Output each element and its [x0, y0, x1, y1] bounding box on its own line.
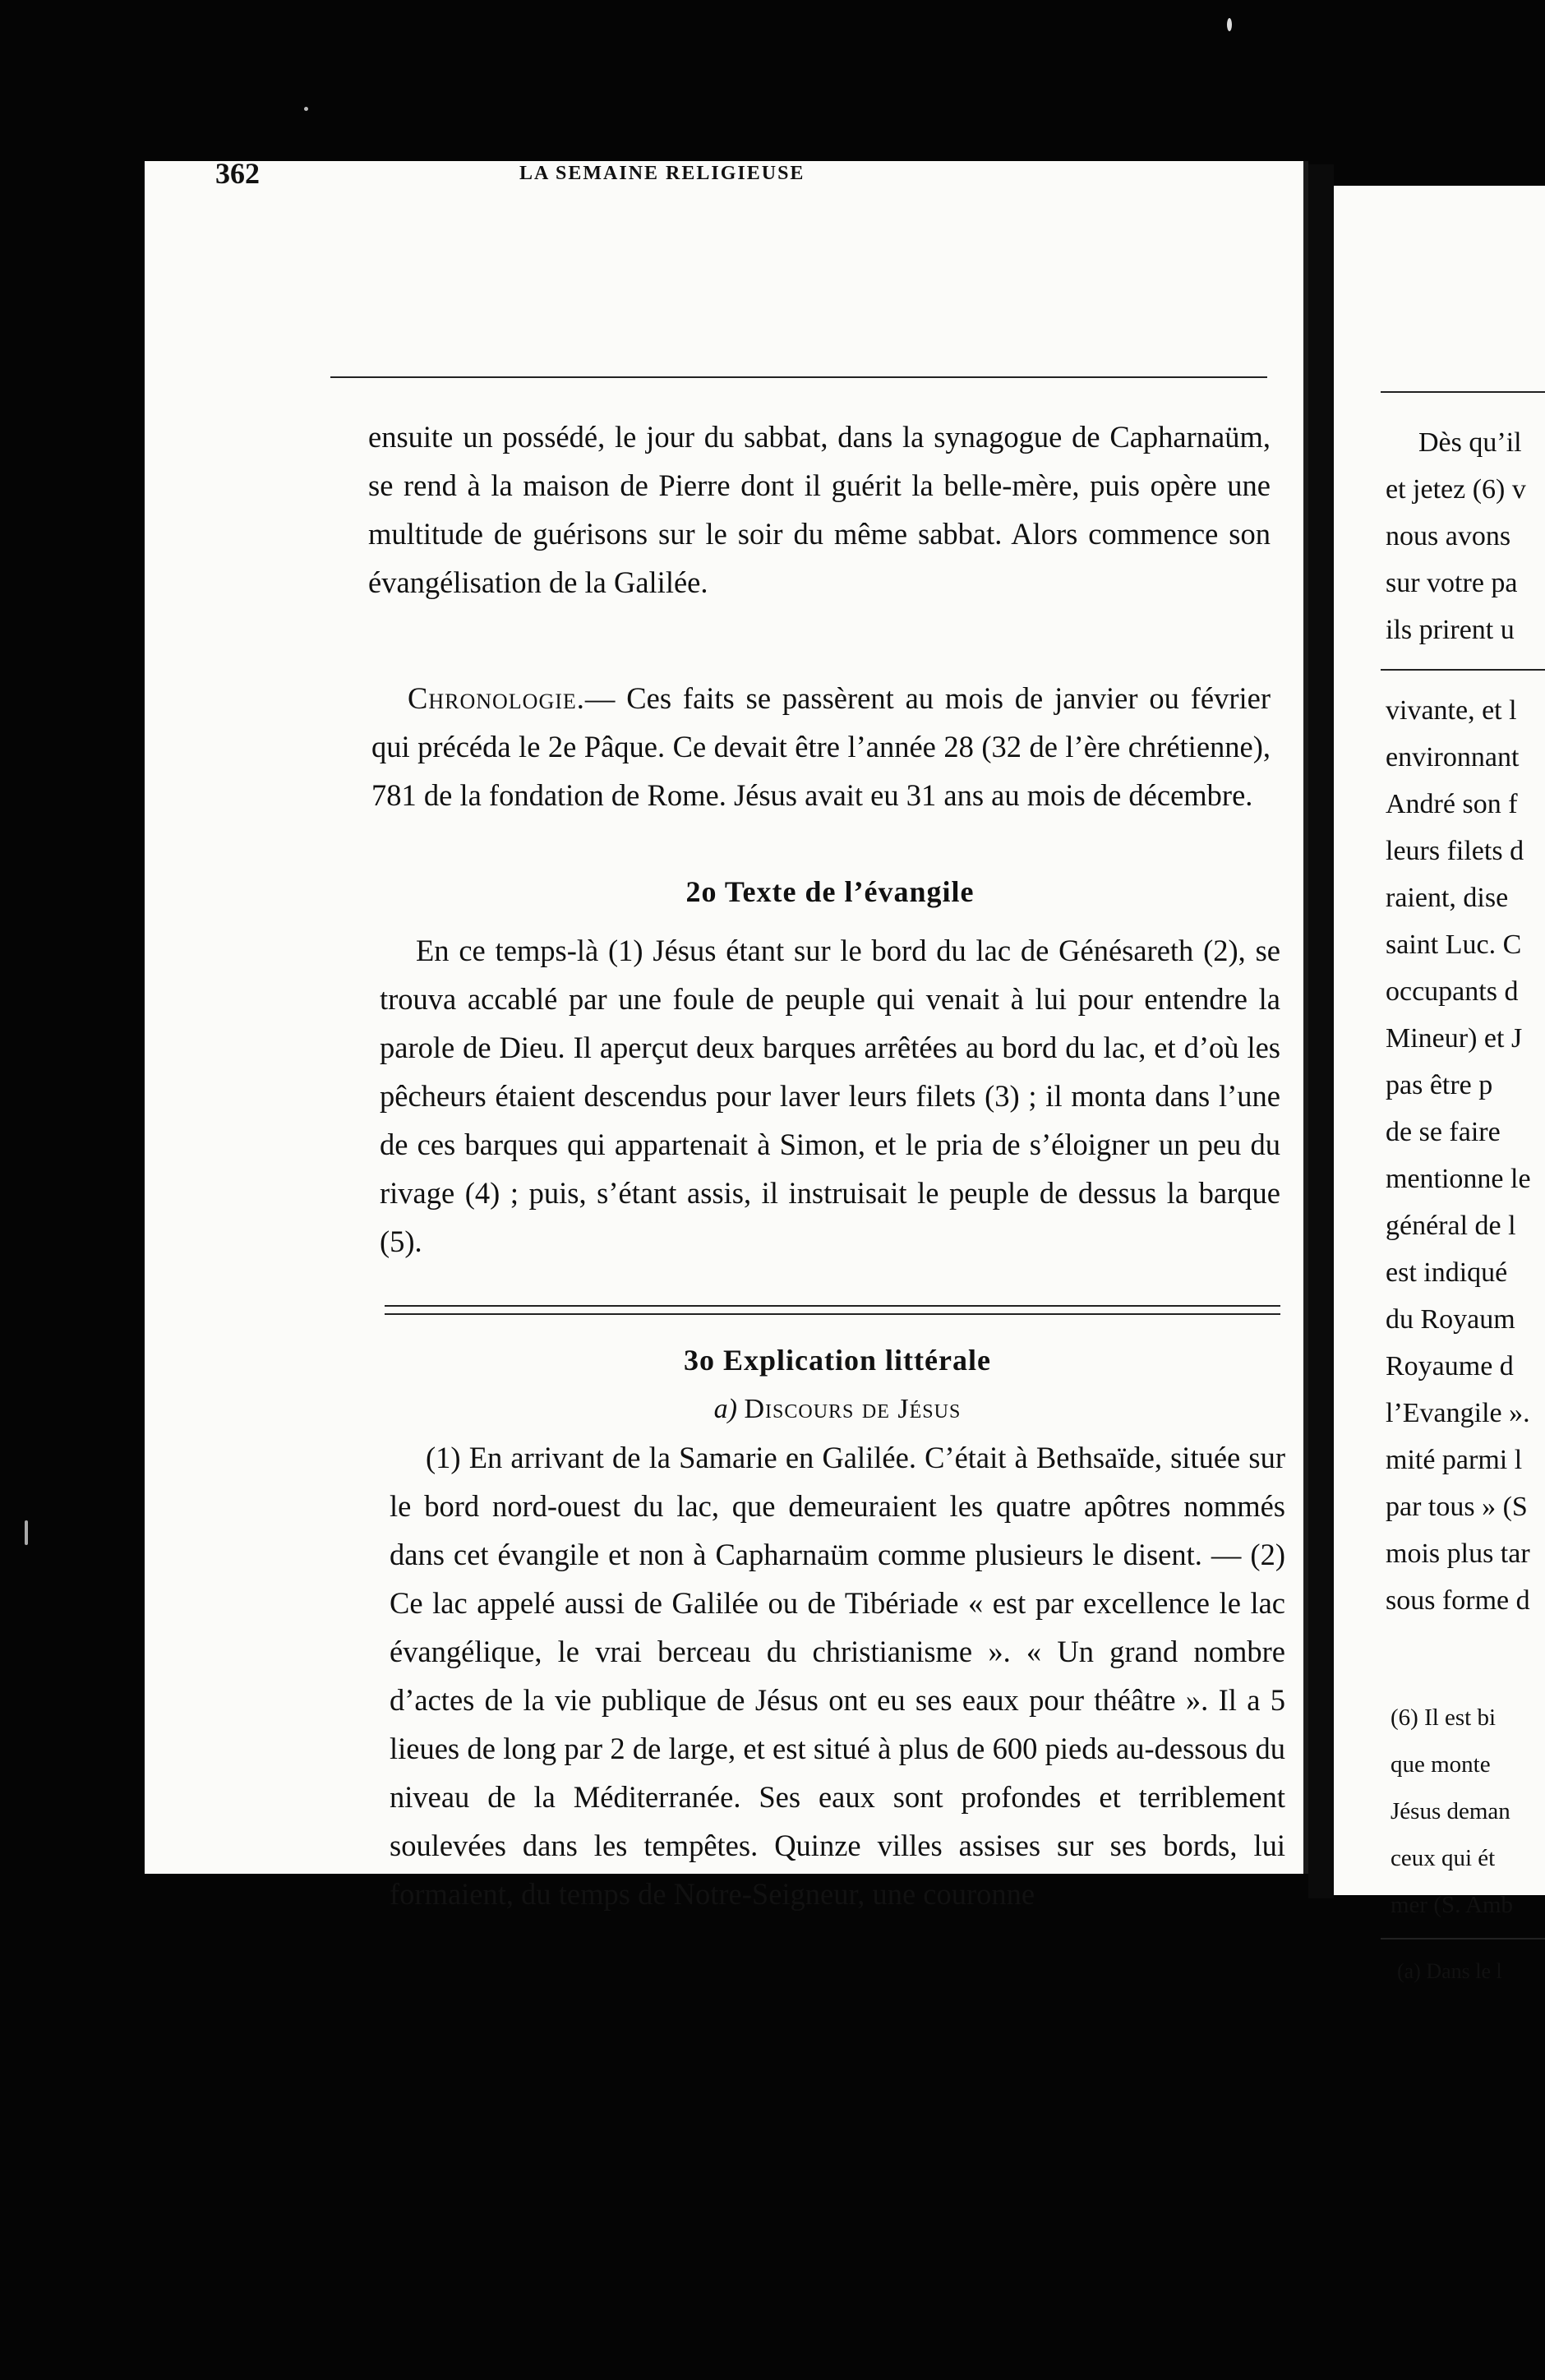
right-line: mentionne le [1386, 1164, 1531, 1194]
right-block-1 [1386, 419, 1526, 653]
subsection-heading [390, 1385, 1285, 1433]
right-line: mité parmi l [1386, 1445, 1523, 1475]
section-rule-bottom [385, 1313, 1280, 1315]
right-line: nous avons [1386, 521, 1511, 551]
right-line: par tous » (S [1386, 1492, 1528, 1522]
right-block-3 [1390, 1695, 1513, 1929]
right-line: l’Evangile ». [1386, 1398, 1530, 1428]
scan-speck [25, 1520, 28, 1545]
section2-block [380, 868, 1280, 1266]
right-line: Dès qu’il [1418, 427, 1522, 458]
right-line: environnant [1386, 742, 1520, 773]
chronology-paragraph [371, 674, 1271, 819]
right-line: mois plus tar [1386, 1538, 1530, 1569]
chronology-text: — Ces faits se passèrent au mois de janvier ou février qui précéda le 2e Pâque. Ce devait être l’année 28 (32 de l’ère chrétienne), 781 de la fondation de Rome. Jésus avait eu 31 ans au mois de décembre. [371, 681, 1271, 812]
right-line: du Royaum [1386, 1304, 1515, 1335]
header-rule [330, 376, 1267, 378]
right-line: Jésus deman [1390, 1798, 1510, 1824]
chronology-label: Chronologie. [408, 681, 585, 715]
right-line: pas être p [1386, 1070, 1493, 1100]
right-line: et jetez (6) v [1386, 474, 1526, 505]
right-line: raient, dise [1386, 883, 1509, 913]
right-line: Royaume d [1386, 1351, 1514, 1381]
subsection-title: Discours de Jésus [744, 1394, 962, 1424]
right-line: mer (S. Amb [1390, 1892, 1514, 1918]
scan-speck [1227, 18, 1232, 31]
right-line: général de l [1386, 1211, 1516, 1241]
right-section-rule [1381, 669, 1545, 671]
right-line: leurs filets d [1386, 836, 1524, 866]
right-line: sur votre pa [1386, 568, 1518, 598]
right-line: sous forme d [1386, 1585, 1530, 1616]
section3-paragraph: (1) En arrivant de la Samarie en Galilée. C’était à Bethsaïde, située sur le bord nord-ouest du lac, que demeuraient les quatre apôtres nommés dans cet évangile et non à Capharnaüm comme plusieurs le disent. — (2) Ce lac appelé aussi de Galilée ou de Tibériade « est par excellence le lac évangélique, le vrai berceau du christianisme ». « Un grand nombre d’actes de la vie publique de Jésus ont eu ses eaux pour théâtre ». Il a 5 lieues de long par 2 de large, et est situé à plus de 600 pieds au-dessous du niveau de la Méditerranée. Ses eaux sont profondes et terriblement soulevées dans les tempêtes. Quinze villes assises sur ses bords, lui formaient, du temps de Notre-Seigneur, une couronne [390, 1441, 1285, 1911]
right-line: saint Luc. C [1386, 929, 1522, 960]
section2-heading: 2o Texte de l’évangile [685, 875, 975, 908]
section-rule-top [385, 1305, 1280, 1307]
right-line: est indiqué [1386, 1257, 1508, 1288]
right-line: André son f [1386, 789, 1518, 819]
right-line: vivante, et l [1386, 695, 1517, 726]
section3-block [390, 1336, 1285, 1918]
right-line: occupants d [1386, 976, 1519, 1007]
running-title: LA SEMAINE RELIGIEUSE [519, 163, 805, 184]
right-header-rule [1381, 391, 1545, 393]
right-block-2 [1386, 687, 1531, 1624]
section2-paragraph: En ce temps-là (1) Jésus étant sur le bord du lac de Génésareth (2), se trouva accablé par une foule de peuple qui venait à lui pour entendre la parole de Dieu. Il aperçut deux barques arrêtées au bord du lac, et d’où les pêcheurs étaient descendus pour laver leurs filets (3) ; il monta dans l’une de ces barques qui appartenait à Simon, et le pria de s’éloigner un peu du rivage (4) ; puis, s’étant assis, il instruisait le peuple de dessus la barque (5). [380, 934, 1280, 1258]
chronology-block [371, 674, 1271, 819]
right-line: Mineur) et J [1386, 1023, 1523, 1054]
right-line: que monte [1390, 1751, 1491, 1778]
subsection-letter: a) [713, 1394, 737, 1424]
right-line: ils prirent u [1386, 615, 1515, 645]
section3-heading: 3o Explication littérale [684, 1344, 991, 1377]
page-gutter [1308, 164, 1334, 1898]
intro-paragraph: ensuite un possédé, le jour du sabbat, dans la synagogue de Capharnaüm, se rend à la maison de Pierre dont il guérit la belle-mère, puis opère une multitude de guérisons sur le soir du même sabbat. Alors commence son évangélisation de la Galilée. [368, 420, 1271, 599]
right-footnote: (a) Dans le l [1397, 1959, 1502, 1983]
scan-speck [304, 107, 308, 111]
right-line: (6) Il est bi [1390, 1704, 1497, 1731]
right-line: de se faire [1386, 1117, 1501, 1147]
intro-paragraph-block [368, 413, 1271, 607]
page-number: 362 [215, 157, 260, 190]
right-line: ceux qui ét [1390, 1845, 1496, 1871]
right-footnote-rule [1381, 1938, 1545, 1940]
